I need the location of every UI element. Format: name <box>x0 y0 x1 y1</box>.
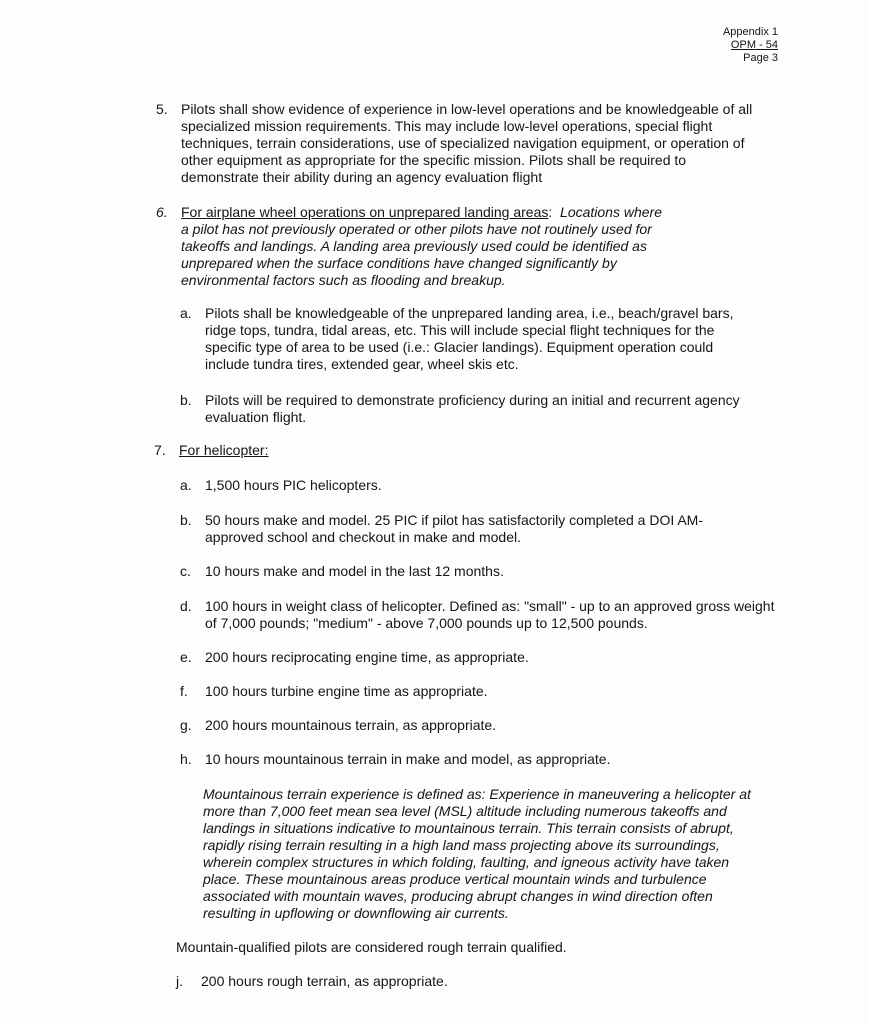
item-7c-text: 10 hours make and model in the last 12 months. <box>205 563 504 579</box>
item-7g-letter: g. <box>180 717 192 733</box>
item-6a-text <box>205 305 733 373</box>
item-7b-text <box>205 512 703 546</box>
mountain-qualified-statement: Mountain-qualified pilots are considered rough terrain qualified. <box>176 939 567 955</box>
item-7b-letter: b. <box>180 512 192 528</box>
page-header <box>723 26 778 65</box>
text-line: Mountainous terrain experience is defined as: Experience in maneuvering a helicopter at <box>203 786 751 802</box>
text-line: place. These mountainous areas produce vertical mountain winds and turbulence <box>203 871 707 887</box>
text-line: takeoffs and landings. A landing area previously used could be identified as <box>181 238 647 254</box>
item-7j-text: 200 hours rough terrain, as appropriate. <box>201 973 448 989</box>
text-line: more than 7,000 feet mean sea level (MSL) altitude including numerous takeoffs and <box>203 803 727 819</box>
text-line: evaluation flight. <box>205 409 307 425</box>
item-6-first-line <box>181 204 662 221</box>
item-7j-letter: j. <box>176 973 183 989</box>
text-line: ridge tops, tundra, tidal areas, etc. This will include special flight techniques for the <box>205 322 715 338</box>
item-7h-letter: h. <box>180 751 192 767</box>
text-line: resulting in upflowing or downflowing air currents. <box>203 905 509 921</box>
text-line: Pilots shall show evidence of experience in low-level operations and be knowledgeable of all <box>181 101 753 117</box>
text-line: specific type of area to be used (i.e.: Glacier landings). Equipment operation could <box>205 339 714 355</box>
text-line: landings in situations indicative to mountainous terrain. This terrain consists of abrupt, <box>203 820 734 836</box>
text-line: rapidly rising terrain resulting in a high land mass projecting above its surroundings, <box>203 837 720 853</box>
item-7c-letter: c. <box>180 563 191 579</box>
item-6b-letter: b. <box>180 392 192 408</box>
item-5-text <box>181 101 752 186</box>
header-opm: OPM - 54 <box>730 39 778 51</box>
item-7f-text: 100 hours turbine engine time as appropriate. <box>205 683 488 699</box>
text-line: techniques, terrain considerations, use of specialized navigation equipment, or operation of <box>181 135 745 151</box>
item-7g-text: 200 hours mountainous terrain, as appropriate. <box>205 717 497 733</box>
mountainous-terrain-note <box>203 786 751 922</box>
item-6a-letter: a. <box>180 305 192 321</box>
item-7e-text: 200 hours reciprocating engine time, as appropriate. <box>205 649 529 665</box>
text-line: other equipment as appropriate for the specific mission. Pilots shall be required to <box>181 152 687 168</box>
text-line: wherein complex structures in which folding, faulting, and igneous activity have taken <box>203 854 730 870</box>
item-6-number: 6. <box>156 204 168 220</box>
item-7d-text <box>205 598 774 632</box>
item-7f-letter: f. <box>180 683 188 699</box>
item-5-number: 5. <box>156 101 168 117</box>
header-appendix: Appendix 1 <box>722 26 778 38</box>
item-6-text <box>181 204 662 289</box>
item-7a-letter: a. <box>180 477 192 493</box>
item-6-heading: For airplane wheel operations on unprepared landing areas <box>181 204 549 220</box>
text-line: associated with mountain waves, producing abrupt changes in wind direction often <box>203 888 713 904</box>
item-7a-text: 1,500 hours PIC helicopters. <box>205 477 382 493</box>
text-line: approved school and checkout in make and model. <box>205 529 521 545</box>
text-line: environmental factors such as flooding and breakup. <box>181 272 506 288</box>
text-line: demonstrate their ability during an agency evaluation flight <box>181 169 543 185</box>
text-line: unprepared when the surface conditions have changed significantly by <box>181 255 617 271</box>
text-line: 50 hours make and model. 25 PIC if pilot has satisfactorily completed a DOI AM- <box>205 512 704 528</box>
text-line: 100 hours in weight class of helicopter. Defined as: "small" - up to an approved gross weight <box>205 598 775 614</box>
item-6-definition-start: Locations where <box>560 204 662 220</box>
item-7-number: 7. <box>154 442 166 458</box>
item-7h-text: 10 hours mountainous terrain in make and model, as appropriate. <box>205 751 611 767</box>
item-6b-text <box>205 392 740 426</box>
item-7e-letter: e. <box>180 649 192 665</box>
text-line: Pilots will be required to demonstrate proficiency during an initial and recurrent agency <box>205 392 740 408</box>
text-line: include tundra tires, extended gear, wheel skis etc. <box>205 356 519 372</box>
item-6-colon: : <box>548 204 553 220</box>
text-line: specialized mission requirements. This may include low-level operations, special flight <box>181 118 713 134</box>
text-line: a pilot has not previously operated or other pilots have not routinely used for <box>181 221 652 237</box>
header-page-number: Page 3 <box>743 52 778 64</box>
text-line: Pilots shall be knowledgeable of the unprepared landing area, i.e., beach/gravel bars, <box>205 305 734 321</box>
item-7d-letter: d. <box>180 598 192 614</box>
text-line: of 7,000 pounds; "medium" - above 7,000 pounds up to 12,500 pounds. <box>205 615 648 631</box>
item-7-heading: For helicopter: <box>179 442 269 458</box>
